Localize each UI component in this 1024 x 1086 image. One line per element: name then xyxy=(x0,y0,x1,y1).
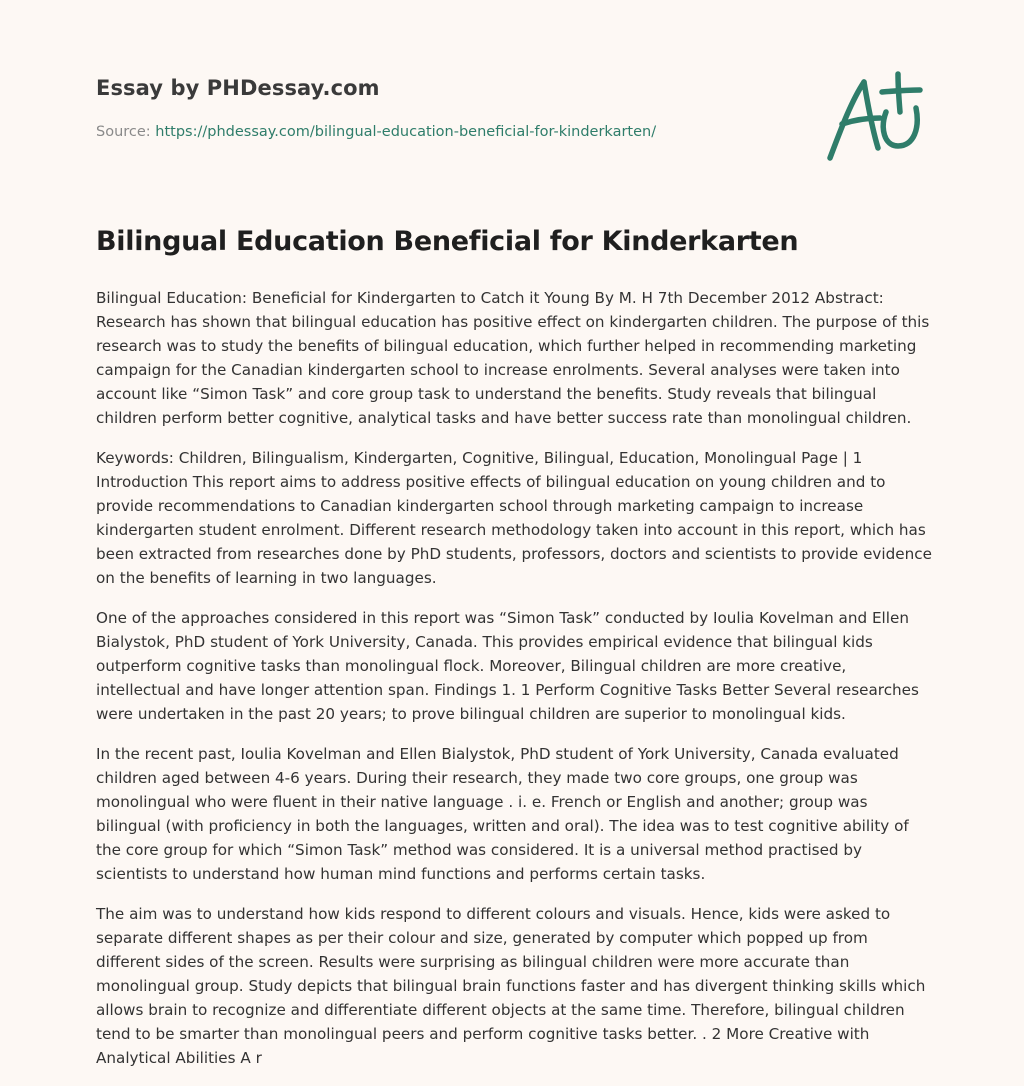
site-brand: Essay by PHDessay.com xyxy=(96,76,380,100)
essay-paragraph: One of the approaches considered in this report was “Simon Task” conducted by Ioulia Kovelman and Ellen Bialystok, PhD student of York University, Canada. This provides empirical evidence that bilingual kids outperform cognitive tasks than monolingual flock. Moreover, Bilingual children are more creative, intellectual and have longer attention span. Findings 1. 1 Perform Cognitive Tasks Better Several researches were undertaken in the past 20 years; to prove bilingual children are superior to monolingual kids. xyxy=(96,609,919,723)
essay-paragraph: The aim was to understand how kids respond to different colours and visuals. Hence, kids were asked to separate different shapes as per their colour and size, generated by computer which popped up from different sides of the screen. Results were surprising as bilingual children were more accurate than monolingual group. Study depicts that bilingual brain functions faster and has divergent thinking skills which allows brain to recognize and differentiate different objects at the same time. Therefore, bilingual children tend to be smarter than monolingual peers and perform cognitive tasks better. . 2 More Creative with Analytical Abilities A r xyxy=(96,905,926,1067)
essay-title: Bilingual Education Beneficial for Kinderkarten xyxy=(96,226,799,257)
source-link[interactable]: https://phdessay.com/bilingual-education-beneficial-for-kinderkarten/ xyxy=(155,124,657,140)
essay-body xyxy=(96,286,932,1086)
grade-logo-icon xyxy=(820,66,930,166)
source-label: Source: xyxy=(96,124,151,140)
source-line xyxy=(96,124,656,140)
essay-paragraph: Keywords: Children, Bilingualism, Kindergarten, Cognitive, Bilingual, Education, Monolingual Page | 1 Introduction This report aims to address positive effects of bilingual education on young children and to provide recommendations to Canadian kindergarten school through marketing campaign to increase kindergarten student enrolment. Different research methodology taken into account in this report, which has been extracted from researches done by PhD students, professors, doctors and scientists to provide evidence on the benefits of learning in two languages. xyxy=(96,449,932,587)
essay-paragraph: In the recent past, Ioulia Kovelman and Ellen Bialystok, PhD student of York University, Canada evaluated children aged between 4-6 years. During their research, they made two core groups, one group was monolingual who were fluent in their native language . i. e. French or English and another; group was bilingual (with proficiency in both the languages, written and oral). The idea was to test cognitive ability of the core group for which “Simon Task” method was considered. It is a universal method practised by scientists to understand how human mind functions and performs certain tasks. xyxy=(96,745,909,883)
essay-paragraph: Bilingual Education: Beneficial for Kindergarten to Catch it Young By M. H 7th December 2012 Abstract: Research has shown that bilingual education has positive effect on kindergarten children. The purpose of this research was to study the benefits of bilingual education, which further helped in recommending marketing campaign for the Canadian kindergarten school to increase enrolments. Several analyses were taken into account like “Simon Task” and core group task to understand the benefits. Study reveals that bilingual children perform better cognitive, analytical tasks and have better success rate than monolingual children. xyxy=(96,289,930,427)
